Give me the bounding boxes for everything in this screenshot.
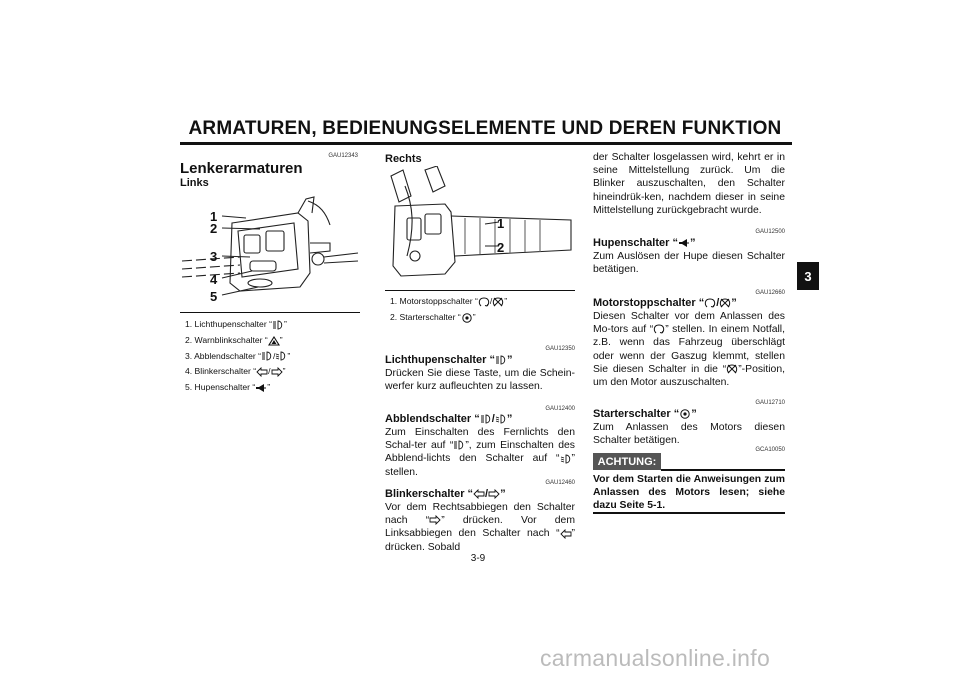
- engine-stop-icon: [719, 298, 731, 308]
- turn-right-icon: [488, 489, 500, 499]
- warning-rule-bottom: [593, 512, 785, 514]
- headlight-low-icon: [560, 454, 572, 464]
- right-captions: [390, 294, 575, 326]
- section-body: Zum Auslösen der Hupe diesen Schalter betätigen.: [593, 251, 785, 276]
- section-subtitle: Links: [180, 177, 209, 189]
- headlight-low-icon: [495, 414, 507, 424]
- left-captions: [185, 317, 360, 396]
- caption-item: 3. Abblendschalter “ / ”: [185, 350, 291, 361]
- section-code: GAU12400: [545, 406, 575, 412]
- caption-item: 4. Blinkerschalter “ / ”: [185, 366, 286, 377]
- section-heading: Lichthupenschalter “ ”: [385, 354, 513, 366]
- section-body: Vor dem Rechtsabbiegen den Schalter nach “ ” drücken. Vor dem Linksabbiegen den Schalter nach “ ” drücken. Sobald: [385, 502, 575, 553]
- caption-item: 2. Starterschalter “ ”: [390, 311, 476, 322]
- turn-left-icon: [473, 489, 485, 499]
- right-handlebar-illustration: [385, 166, 575, 284]
- section-heading: Blinkerschalter “ / ”: [385, 488, 506, 500]
- section-title: Lenkerarmaturen: [180, 160, 303, 177]
- callout-2: 2: [210, 221, 218, 236]
- page-number: 3-9: [470, 553, 486, 564]
- chapter-tab: 3: [797, 262, 819, 290]
- engine-run-icon: [478, 297, 490, 307]
- section-heading: Motorstoppschalter “ / ”: [593, 297, 737, 309]
- section-heading: Hupenschalter “ ”: [593, 237, 696, 249]
- caption-item: 1. Lichthupenschalter “ ”: [185, 319, 287, 329]
- starter-icon: [461, 313, 473, 323]
- callout-2: 2: [497, 240, 505, 255]
- section-heading: Abblendschalter “ / ”: [385, 413, 513, 425]
- section-code: GAU12500: [755, 229, 785, 235]
- headlight-high-icon: [453, 440, 465, 450]
- headlight-high-icon: [495, 355, 507, 365]
- headlight-high-icon: [480, 414, 492, 424]
- section-code: GCA10050: [755, 447, 785, 453]
- page-header-title: ARMATUREN, BEDIENUNGSELEMENTE UND DEREN FUNKTION: [188, 118, 782, 139]
- left-handlebar-illustration: [180, 191, 360, 306]
- turn-right-icon: [429, 515, 441, 525]
- continued-text: der Schalter losgelassen wird, kehrt er in seine Mittelstellung zurück. Um die Blinker auszuschalten, den Schalter hineindrük-ken, nachdem dieser in seine Mittelstellung zurückgebracht wurde.: [593, 152, 785, 216]
- horn-icon: [678, 238, 690, 248]
- starter-icon: [679, 409, 691, 419]
- engine-stop-icon: [492, 297, 504, 307]
- callout-3: 3: [210, 249, 218, 264]
- headlight-low-icon: [275, 351, 287, 361]
- header-rule: [180, 142, 792, 145]
- turn-right-icon: [271, 367, 283, 377]
- section-code: GAU12350: [545, 346, 575, 352]
- callout-4: 4: [210, 272, 218, 287]
- engine-run-icon: [653, 324, 665, 334]
- hazard-icon: [268, 336, 280, 346]
- caption-item: 1. Motorstoppschalter “ / ”: [390, 296, 508, 306]
- section-body: Zum Anlassen des Motors diesen Schalter betätigen.: [593, 422, 785, 447]
- warning-label: ACHTUNG:: [593, 453, 661, 470]
- section-code: GAU12710: [755, 400, 785, 406]
- section-body: Diesen Schalter vor dem Anlassen des Mo-tors auf “ ” stellen. In einem Notfall, z.B. wenn das Fahrzeug überschlägt oder wenn der Gaszug klemmt, stellen Sie diesen Schalter in die “ ”-Position, um den Motor auszuschalten.: [593, 311, 785, 389]
- warning-rule-top: [661, 469, 785, 471]
- callout-1: 1: [210, 209, 218, 224]
- section-code: GAU12343: [328, 153, 358, 159]
- caption-item: 2. Warnblinkschalter “ ”: [185, 334, 283, 345]
- turn-left-icon: [560, 529, 572, 539]
- caption-rule: [385, 290, 575, 291]
- headlight-high-icon: [261, 351, 273, 361]
- section-subtitle-right: Rechts: [385, 153, 422, 165]
- section-body: Zum Einschalten des Fernlichts den Schal-ter auf “ ”, zum Einschalten des Abblend-lichts den Schalter auf “ ” stellen.: [385, 427, 575, 478]
- callout-1: 1: [497, 216, 505, 231]
- horn-icon: [255, 383, 267, 393]
- headlight-high-icon: [272, 320, 284, 330]
- caption-rule: [180, 312, 360, 313]
- warning-text: Vor dem Starten die Anweisungen zum Anlassen des Motors lesen; siehe dazu Seite 5-1.: [593, 474, 785, 512]
- callout-5: 5: [210, 289, 218, 304]
- section-heading: Starterschalter “ ”: [593, 408, 697, 420]
- engine-run-icon: [704, 298, 716, 308]
- turn-left-icon: [256, 367, 268, 377]
- caption-item: 5. Hupenschalter “ ”: [185, 382, 271, 393]
- section-body: Drücken Sie diese Taste, um die Schein-werfer kurz aufleuchten zu lassen.: [385, 368, 575, 393]
- watermark: carmanualsonline.info: [540, 645, 771, 671]
- engine-stop-icon: [726, 364, 738, 374]
- section-code: GAU12660: [755, 290, 785, 296]
- section-code: GAU12460: [545, 480, 575, 486]
